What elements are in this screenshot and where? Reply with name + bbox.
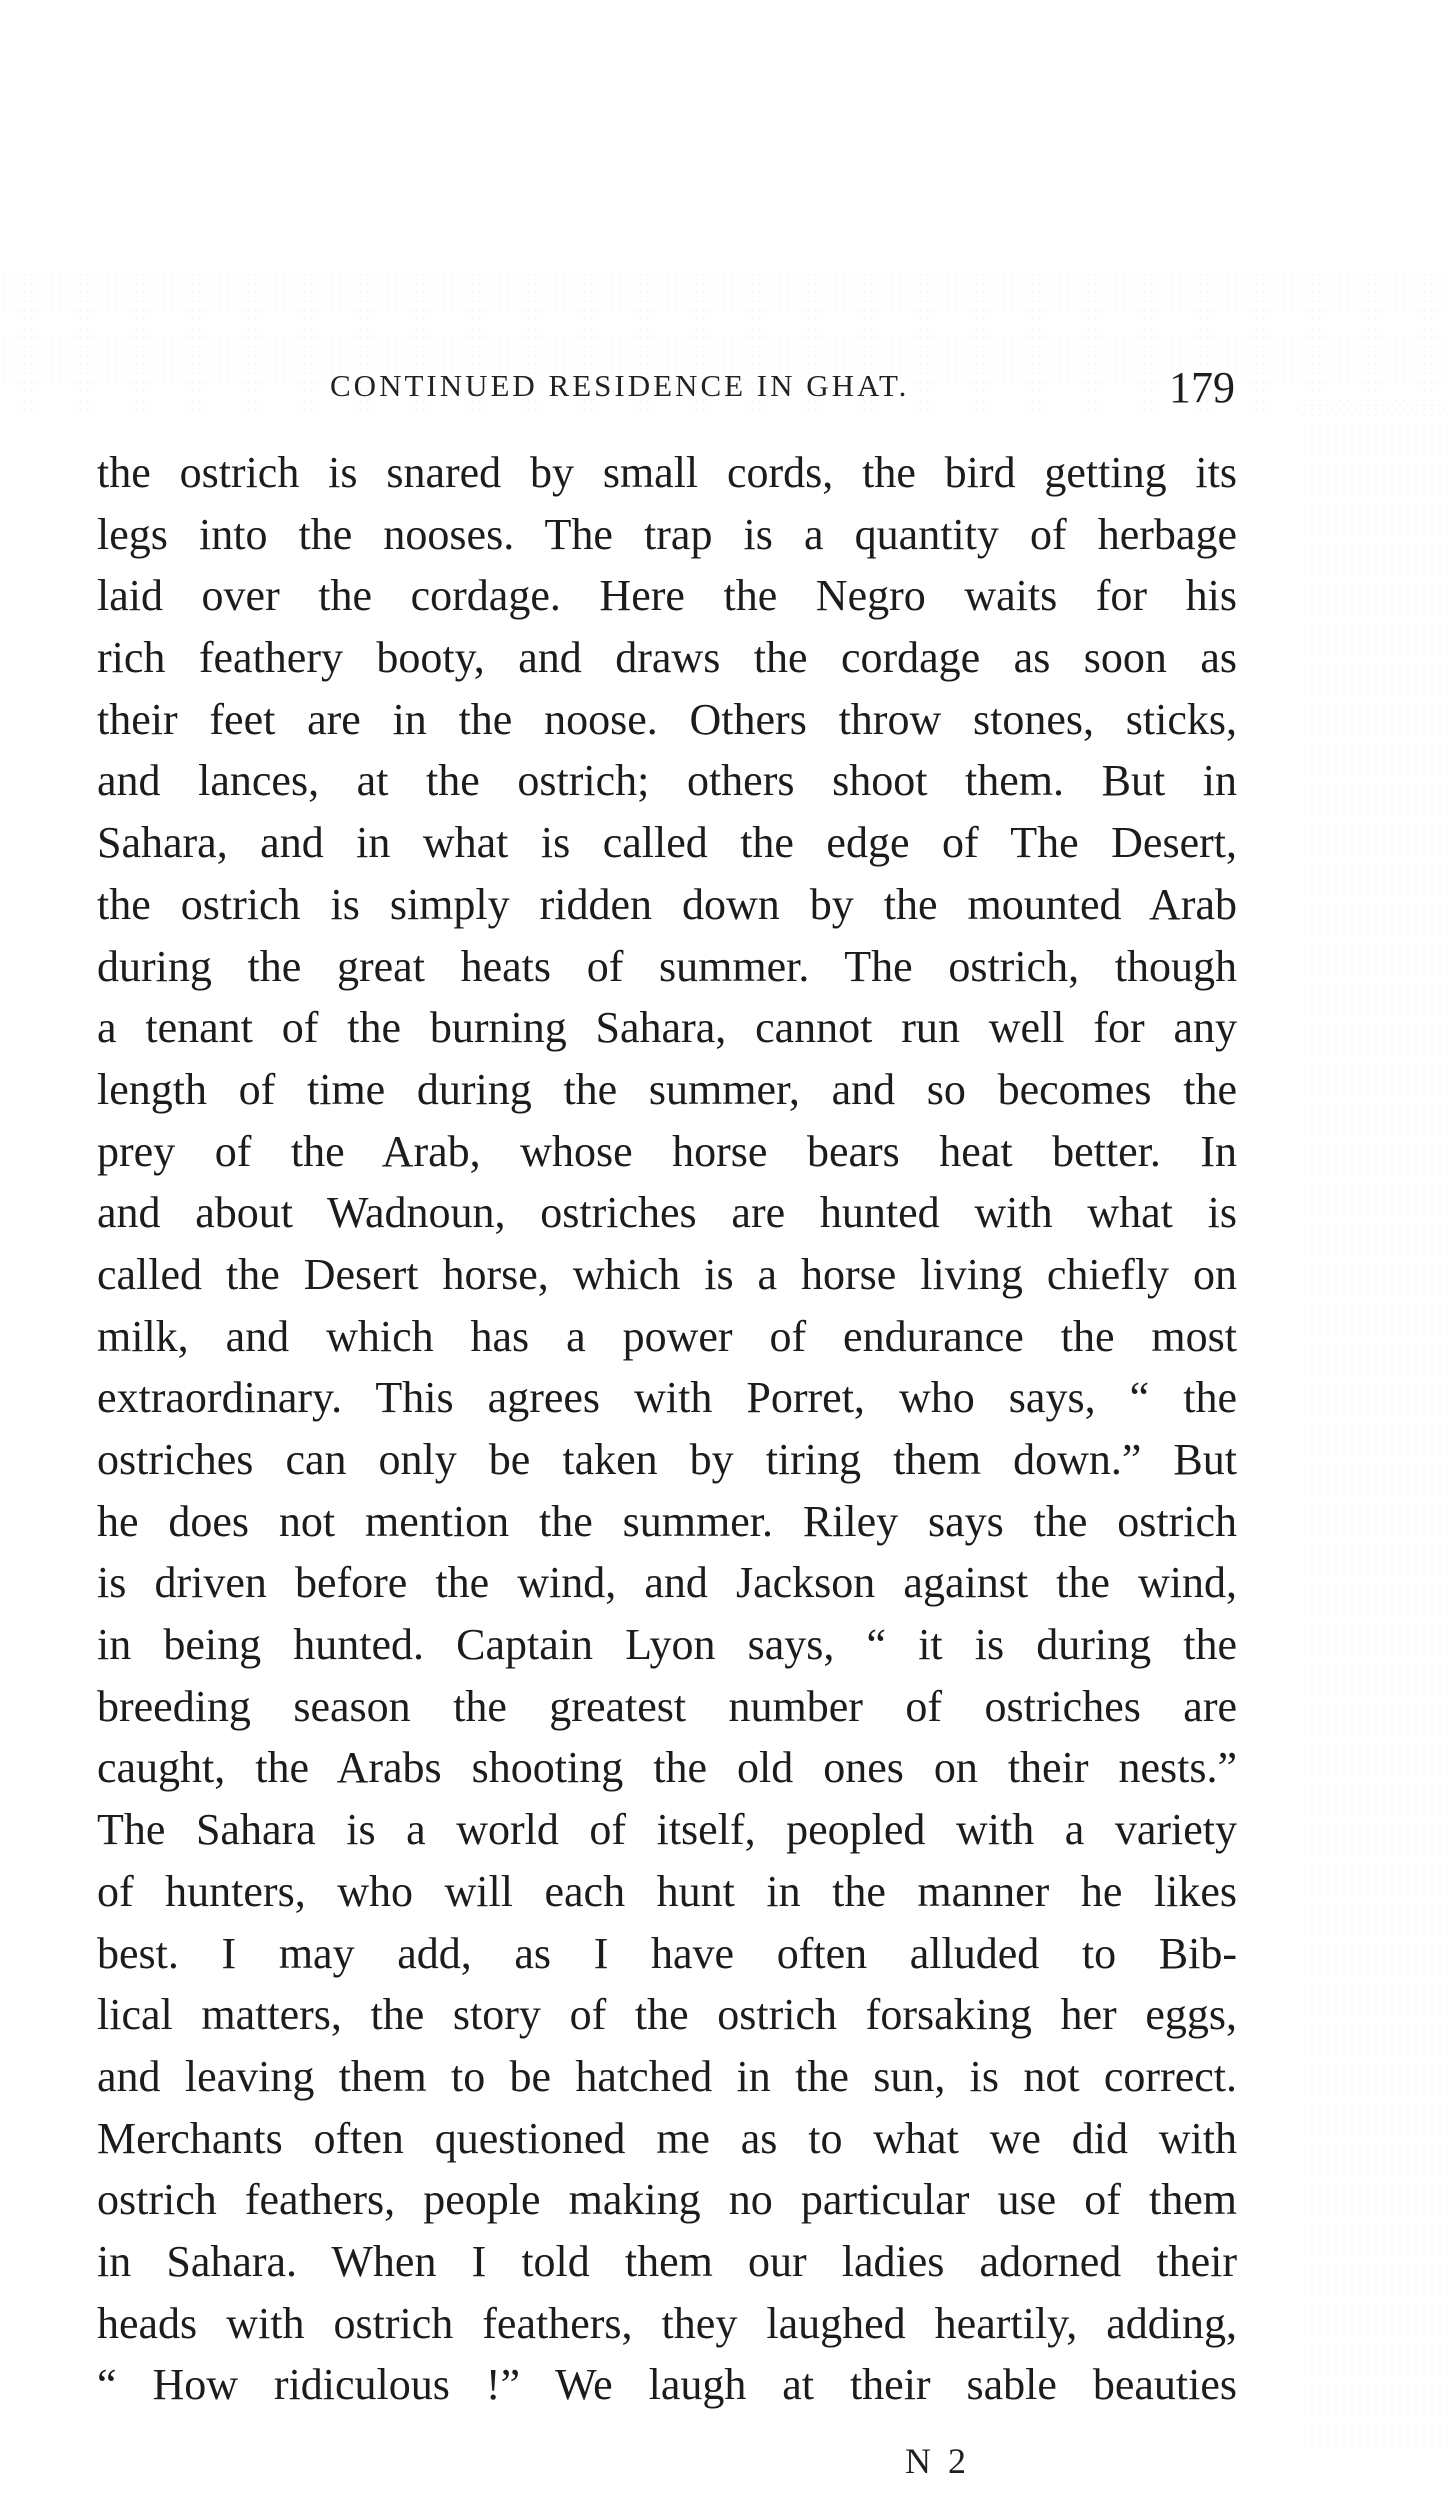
text-line: of hunters, who will each hunt in the manner he likes — [97, 1866, 1237, 1916]
text-line: rich feathery booty, and draws the cordage as soon as — [97, 633, 1237, 683]
text-line: legs into the nooses. The trap is a quantity of herbage — [97, 509, 1237, 559]
text-line: laid over the cordage. Here the Negro waits for his — [97, 571, 1237, 621]
text-line: during the great heats of summer. The ostrich, though — [97, 941, 1237, 991]
text-line: caught, the Arabs shooting the old ones on their nests.” — [97, 1743, 1237, 1793]
text-line: and lances, at the ostrich; others shoot them. But in — [97, 756, 1237, 806]
text-line: length of time during the summer, and so becomes the — [97, 1064, 1237, 1114]
text-line: called the Desert horse, which is a horse living chiefly on — [97, 1249, 1237, 1299]
text-line: in Sahara. When I told them our ladies adorned their — [97, 2236, 1237, 2286]
running-head — [100, 362, 1235, 412]
text-line: Sahara, and in what is called the edge of The Desert, — [97, 818, 1237, 868]
text-line: prey of the Arab, whose horse bears heat better. In — [97, 1126, 1237, 1176]
text-line: the ostrich is snared by small cords, the bird getting its — [97, 448, 1237, 497]
text-line: he does not mention the summer. Riley says the ostrich — [97, 1496, 1237, 1546]
text-line: and about Wadnoun, ostriches are hunted with what is — [97, 1188, 1237, 1238]
text-line: heads with ostrich feathers, they laughed heartily, adding, — [97, 2298, 1237, 2348]
signature-mark: N 2 — [905, 2441, 970, 2481]
text-line: The Sahara is a world of itself, peopled with a variety — [97, 1805, 1237, 1855]
text-line: their feet are in the noose. Others throw stones, sticks, — [97, 694, 1237, 744]
text-line: lical matters, the story of the ostrich forsaking her eggs, — [97, 1990, 1237, 2040]
text-line: the ostrich is simply ridden down by the mounted Arab — [97, 879, 1237, 929]
text-line: breeding season the greatest number of ostriches are — [97, 1681, 1237, 1731]
text-line: “ How ridiculous !” We laugh at their sable beauties — [97, 2360, 1237, 2410]
body-text — [97, 442, 1237, 2416]
text-line: in being hunted. Captain Lyon says, “ it is during the — [97, 1620, 1237, 1670]
text-line: is driven before the wind, and Jackson against the wind, — [97, 1558, 1237, 1608]
text-line: and leaving them to be hatched in the sun, is not correct. — [97, 2051, 1237, 2101]
running-title: CONTINUED RESIDENCE IN GHAT. — [330, 368, 910, 403]
text-line: a tenant of the burning Sahara, cannot run well for any — [97, 1003, 1237, 1053]
paper-speckle-right — [1300, 400, 1450, 2450]
page-number: 179 — [1169, 363, 1235, 412]
text-line: ostriches can only be taken by tiring them down.” But — [97, 1435, 1237, 1484]
text-line: extraordinary. This agrees with Porret, who says, “ the — [97, 1373, 1237, 1423]
text-line: Merchants often questioned me as to what we did with — [97, 2113, 1237, 2163]
text-line: milk, and which has a power of endurance the most — [97, 1311, 1237, 1361]
text-line: best. I may add, as I have often alluded to Bib- — [97, 1928, 1237, 1978]
text-line: ostrich feathers, people making no particular use of them — [97, 2175, 1237, 2225]
